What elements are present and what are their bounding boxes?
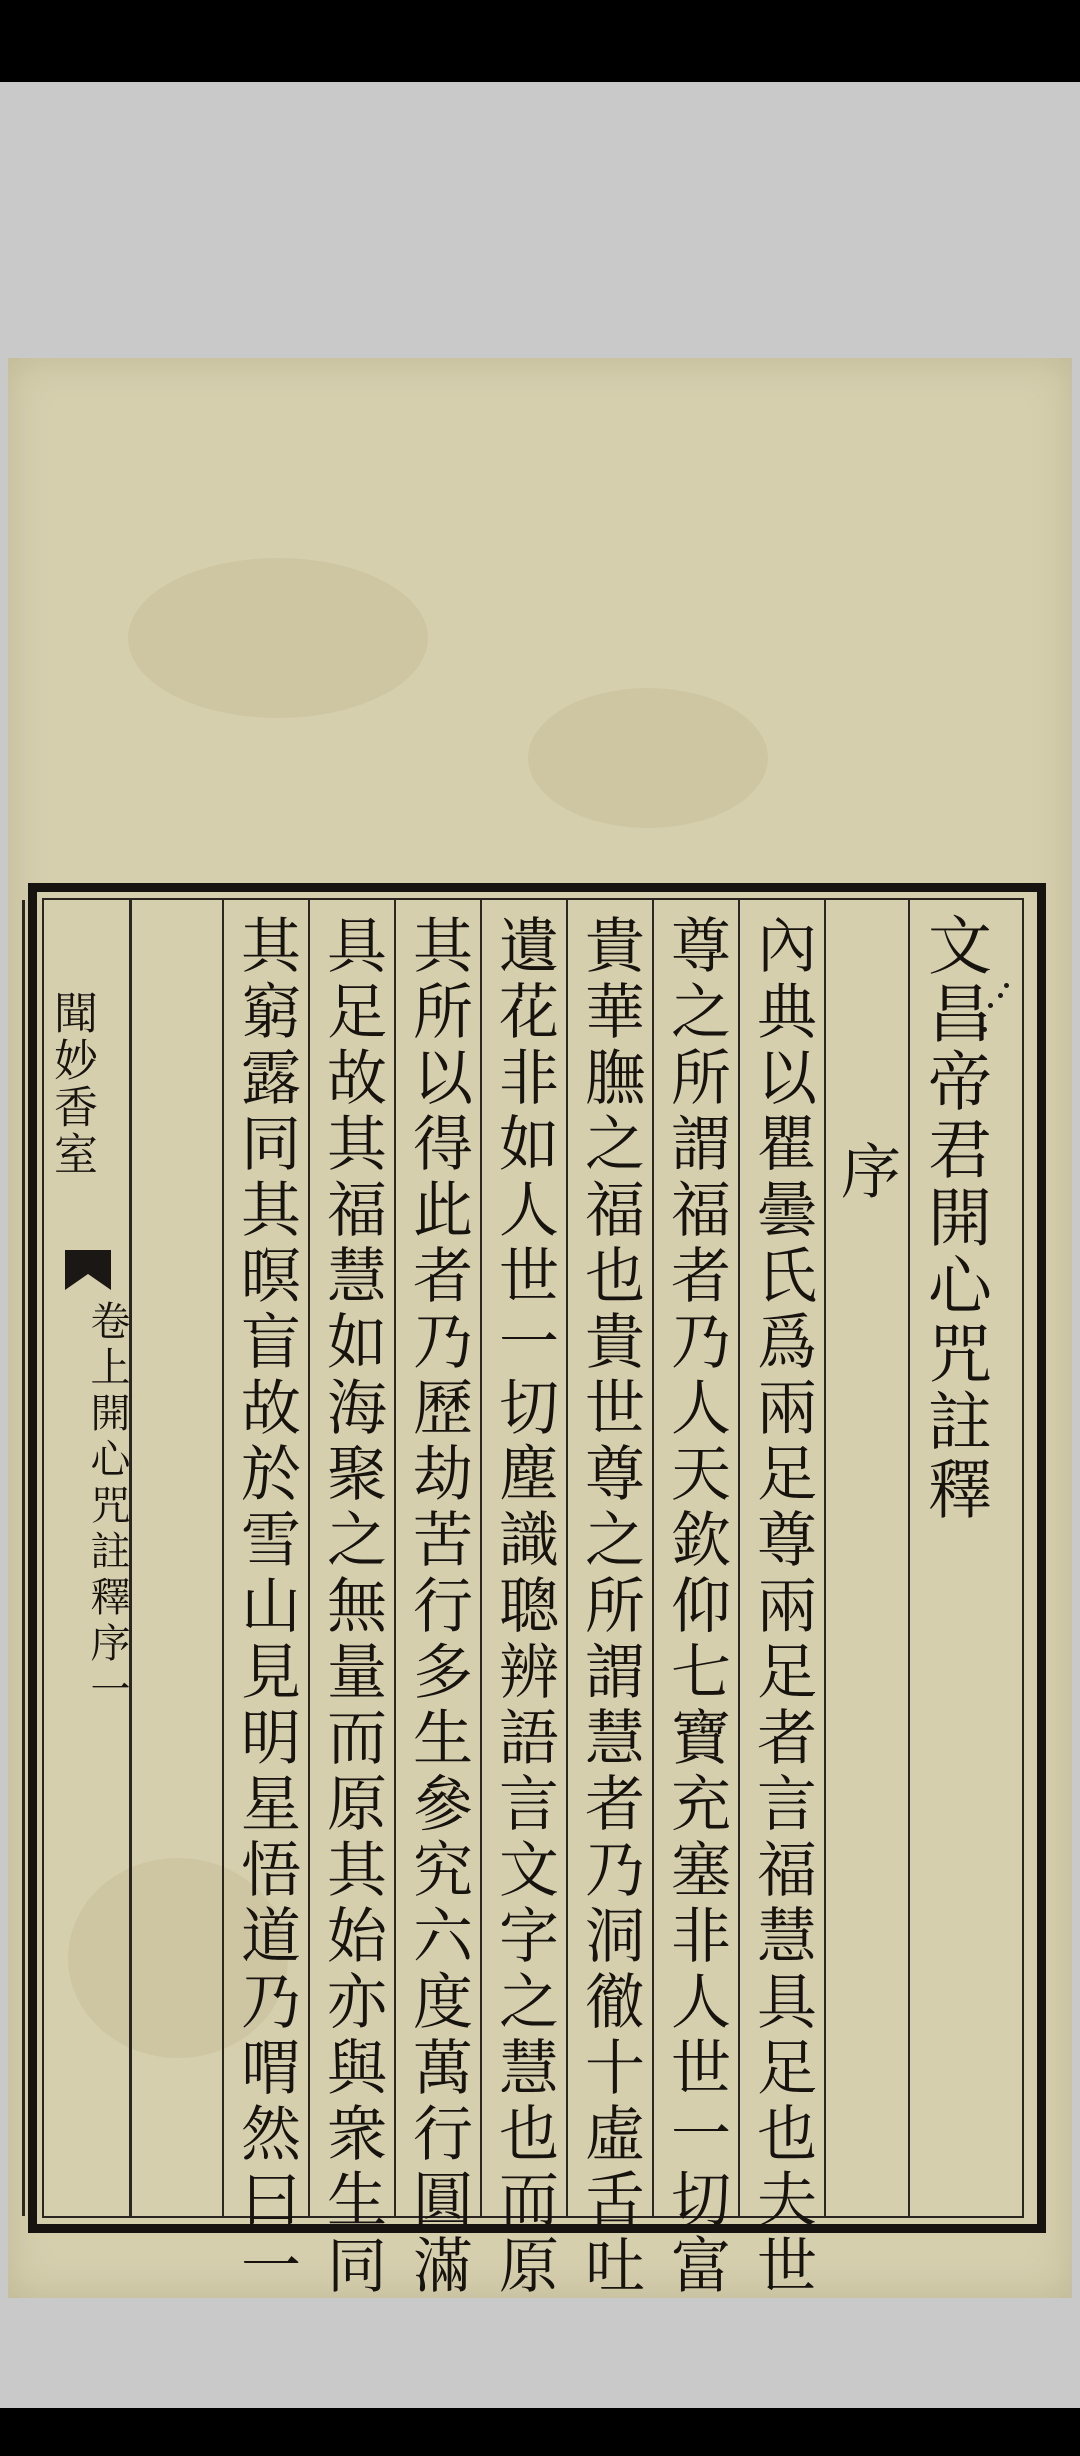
- text-line: 其窮露同其暝盲故於雪山見明星悟道乃喟然曰一: [231, 914, 301, 2300]
- column-rule: [566, 900, 568, 2216]
- column-rule: [652, 900, 654, 2216]
- column-rule: [480, 900, 482, 2216]
- book-title: 文昌帝君開心咒註釋: [917, 912, 991, 1524]
- paper-stain: [528, 688, 768, 828]
- fishtail-mark: [65, 1250, 111, 1290]
- scanned-page: [8, 358, 1072, 2298]
- column-rule: [738, 900, 740, 2216]
- document-viewer[interactable]: [0, 82, 1080, 2408]
- paper-stain: [128, 558, 428, 718]
- column-rule: [908, 900, 910, 2216]
- gutter-publisher: 聞妙香室: [46, 990, 97, 1178]
- text-line: 貴華膴之福也貴世尊之所謂慧者乃洞徹十虛舌吐: [575, 914, 645, 2300]
- text-line: 內典以瞿曇氏爲兩足尊兩足者言福慧具足也夫世: [747, 914, 817, 2300]
- column-rule: [394, 900, 396, 2216]
- text-line: 其所以得此者乃歷劫苦行多生參究六度萬行圓滿: [403, 914, 473, 2300]
- column-rule: [824, 900, 826, 2216]
- column-rule: [308, 900, 310, 2216]
- page-gutter: [22, 900, 132, 2216]
- text-line: 具足故其福慧如海聚之無量而原其始亦與衆生同: [317, 914, 387, 2300]
- gutter-caption: 卷上開心咒註釋序一: [84, 1300, 130, 1714]
- text-block: [42, 898, 1024, 2300]
- text-line: 尊之所謂福者乃人天欽仰七寶充塞非人世一切富: [661, 914, 731, 2300]
- preface-heading: 序: [831, 1140, 901, 1206]
- column-rule: [222, 900, 224, 2216]
- text-line: 遺花非如人世一切塵識聰辨語言文字之慧也而原: [489, 914, 559, 2300]
